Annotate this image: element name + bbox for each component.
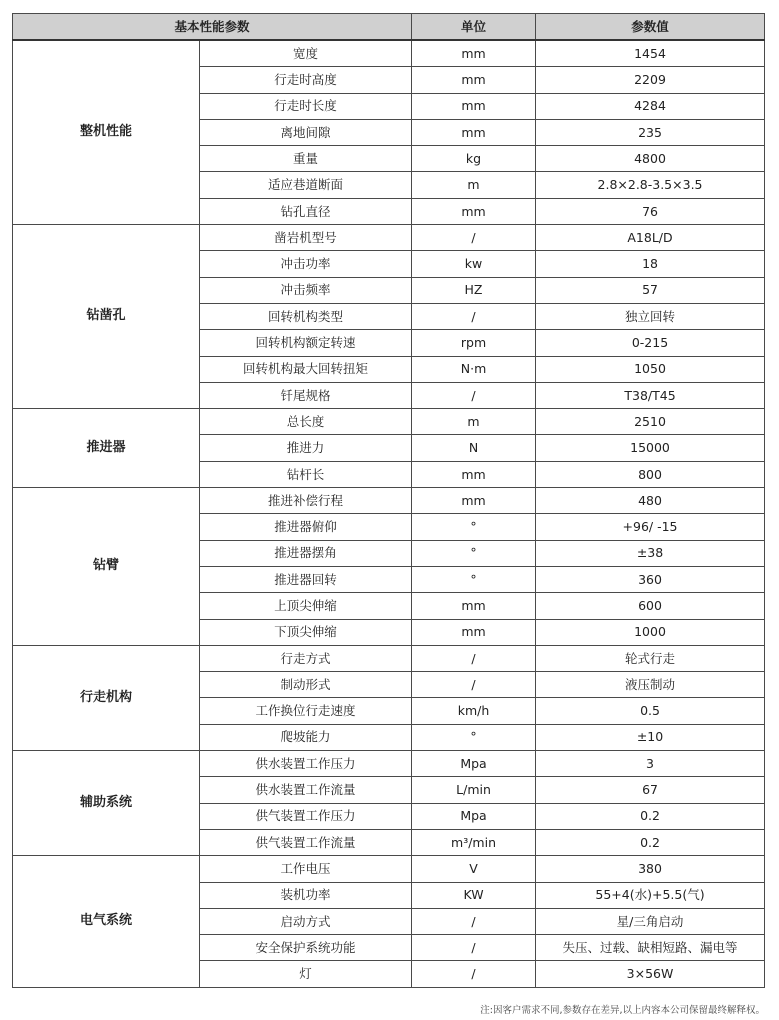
value-cell: 液压制动 xyxy=(536,672,765,698)
param-cell: 安全保护系统功能 xyxy=(200,935,412,961)
spec-table xyxy=(12,13,765,988)
param-cell: 供水装置工作流量 xyxy=(200,777,412,803)
unit-cell: m³/min xyxy=(412,829,536,855)
category-cell: 钻凿孔 xyxy=(13,225,200,409)
unit-cell: Mpa xyxy=(412,751,536,777)
value-cell: 0.2 xyxy=(536,803,765,829)
value-cell: 2.8×2.8-3.5×3.5 xyxy=(536,172,765,198)
category-cell: 整机性能 xyxy=(13,40,200,225)
value-cell: 235 xyxy=(536,119,765,145)
category-cell: 推进器 xyxy=(13,409,200,488)
param-cell: 离地间隙 xyxy=(200,119,412,145)
value-cell: 0.5 xyxy=(536,698,765,724)
param-cell: 供水装置工作压力 xyxy=(200,751,412,777)
value-cell: 18 xyxy=(536,251,765,277)
unit-cell: mm xyxy=(412,619,536,645)
unit-cell: mm xyxy=(412,198,536,224)
category-cell: 辅助系统 xyxy=(13,751,200,856)
unit-cell: V xyxy=(412,856,536,882)
unit-cell: / xyxy=(412,672,536,698)
unit-cell: km/h xyxy=(412,698,536,724)
table-row xyxy=(13,40,765,67)
table-row xyxy=(13,645,765,671)
param-cell: 启动方式 xyxy=(200,908,412,934)
value-cell: 3×56W xyxy=(536,961,765,987)
param-cell: 制动形式 xyxy=(200,672,412,698)
param-cell: 回转机构最大回转扭矩 xyxy=(200,356,412,382)
value-cell: ±38 xyxy=(536,540,765,566)
value-cell: 4800 xyxy=(536,146,765,172)
value-cell: 2510 xyxy=(536,409,765,435)
param-cell: 回转机构类型 xyxy=(200,303,412,329)
table-row xyxy=(13,751,765,777)
param-cell: 行走时高度 xyxy=(200,67,412,93)
value-cell: 800 xyxy=(536,461,765,487)
unit-cell: ° xyxy=(412,566,536,592)
param-cell: 灯 xyxy=(200,961,412,987)
unit-cell: / xyxy=(412,961,536,987)
table-row xyxy=(13,225,765,251)
table-row xyxy=(13,856,765,882)
unit-cell: HZ xyxy=(412,277,536,303)
value-cell: 3 xyxy=(536,751,765,777)
param-cell: 推进器摆角 xyxy=(200,540,412,566)
value-cell: 1454 xyxy=(536,40,765,67)
param-cell: 冲击频率 xyxy=(200,277,412,303)
param-cell: 总长度 xyxy=(200,409,412,435)
param-cell: 冲击功率 xyxy=(200,251,412,277)
param-cell: 适应巷道断面 xyxy=(200,172,412,198)
unit-cell: / xyxy=(412,908,536,934)
unit-cell: mm xyxy=(412,67,536,93)
unit-cell: rpm xyxy=(412,330,536,356)
value-cell: +96/ -15 xyxy=(536,514,765,540)
param-cell: 推进器回转 xyxy=(200,566,412,592)
unit-cell: / xyxy=(412,225,536,251)
value-cell: 55+4(水)+5.5(气) xyxy=(536,882,765,908)
unit-cell: mm xyxy=(412,93,536,119)
header-category: 基本性能参数 xyxy=(13,14,412,41)
spec-table-body xyxy=(13,40,765,987)
value-cell: 360 xyxy=(536,566,765,592)
header-value: 参数值 xyxy=(536,14,765,41)
value-cell: 76 xyxy=(536,198,765,224)
unit-cell: mm xyxy=(412,40,536,67)
unit-cell: / xyxy=(412,382,536,408)
param-cell: 供气装置工作流量 xyxy=(200,829,412,855)
header-unit: 单位 xyxy=(412,14,536,41)
param-cell: 供气装置工作压力 xyxy=(200,803,412,829)
value-cell: 2209 xyxy=(536,67,765,93)
param-cell: 装机功率 xyxy=(200,882,412,908)
unit-cell: mm xyxy=(412,488,536,514)
value-cell: 4284 xyxy=(536,93,765,119)
table-row xyxy=(13,409,765,435)
category-cell: 钻臂 xyxy=(13,488,200,646)
value-cell: 1000 xyxy=(536,619,765,645)
unit-cell: kw xyxy=(412,251,536,277)
unit-cell: kg xyxy=(412,146,536,172)
table-header-row xyxy=(13,14,765,41)
param-cell: 工作换位行走速度 xyxy=(200,698,412,724)
param-cell: 爬坡能力 xyxy=(200,724,412,750)
unit-cell: N·m xyxy=(412,356,536,382)
param-cell: 下顶尖伸缩 xyxy=(200,619,412,645)
value-cell: 0.2 xyxy=(536,829,765,855)
value-cell: 星/三角启动 xyxy=(536,908,765,934)
value-cell: 独立回转 xyxy=(536,303,765,329)
param-cell: 推进器俯仰 xyxy=(200,514,412,540)
unit-cell: ° xyxy=(412,540,536,566)
category-cell: 电气系统 xyxy=(13,856,200,987)
footnote: 注:因客户需求不同,参数存在差异,以上内容本公司保留最终解释权。 xyxy=(480,1005,765,1016)
param-cell: 行走时长度 xyxy=(200,93,412,119)
unit-cell: mm xyxy=(412,593,536,619)
param-cell: 推进补偿行程 xyxy=(200,488,412,514)
param-cell: 宽度 xyxy=(200,40,412,67)
param-cell: 钻孔直径 xyxy=(200,198,412,224)
table-row xyxy=(13,488,765,514)
param-cell: 钻杆长 xyxy=(200,461,412,487)
value-cell: 67 xyxy=(536,777,765,803)
param-cell: 推进力 xyxy=(200,435,412,461)
value-cell: 1050 xyxy=(536,356,765,382)
value-cell: ±10 xyxy=(536,724,765,750)
unit-cell: / xyxy=(412,645,536,671)
param-cell: 重量 xyxy=(200,146,412,172)
unit-cell: m xyxy=(412,172,536,198)
value-cell: 轮式行走 xyxy=(536,645,765,671)
param-cell: 工作电压 xyxy=(200,856,412,882)
value-cell: 失压、过载、缺相短路、漏电等 xyxy=(536,935,765,961)
category-cell: 行走机构 xyxy=(13,645,200,750)
value-cell: T38/T45 xyxy=(536,382,765,408)
value-cell: 15000 xyxy=(536,435,765,461)
param-cell: 上顶尖伸缩 xyxy=(200,593,412,619)
unit-cell: m xyxy=(412,409,536,435)
unit-cell: L/min xyxy=(412,777,536,803)
unit-cell: mm xyxy=(412,119,536,145)
value-cell: A18L/D xyxy=(536,225,765,251)
value-cell: 380 xyxy=(536,856,765,882)
param-cell: 钎尾规格 xyxy=(200,382,412,408)
param-cell: 行走方式 xyxy=(200,645,412,671)
unit-cell: N xyxy=(412,435,536,461)
unit-cell: KW xyxy=(412,882,536,908)
param-cell: 凿岩机型号 xyxy=(200,225,412,251)
unit-cell: / xyxy=(412,935,536,961)
value-cell: 0-215 xyxy=(536,330,765,356)
unit-cell: Mpa xyxy=(412,803,536,829)
unit-cell: mm xyxy=(412,461,536,487)
unit-cell: ° xyxy=(412,724,536,750)
param-cell: 回转机构额定转速 xyxy=(200,330,412,356)
value-cell: 480 xyxy=(536,488,765,514)
value-cell: 57 xyxy=(536,277,765,303)
unit-cell: / xyxy=(412,303,536,329)
unit-cell: ° xyxy=(412,514,536,540)
value-cell: 600 xyxy=(536,593,765,619)
